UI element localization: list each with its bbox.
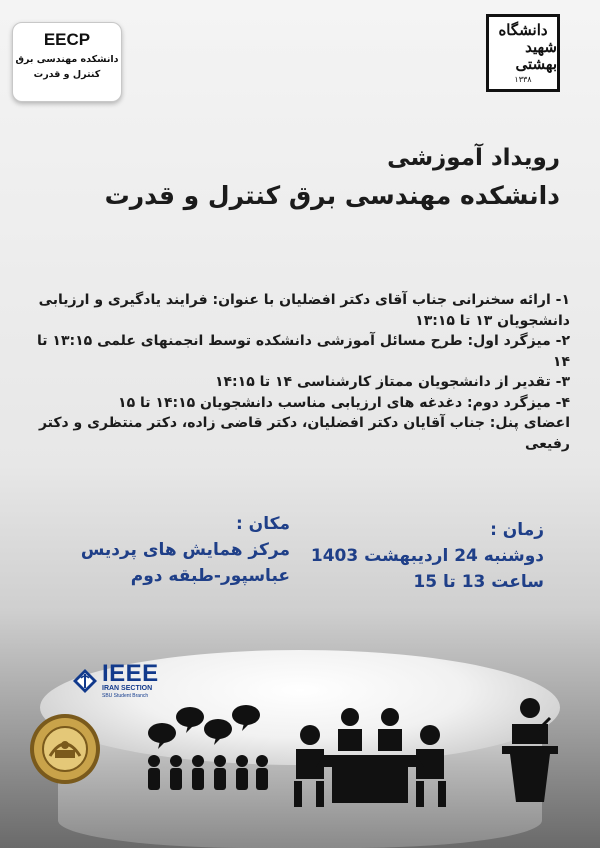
ieee-logo-section: IRAN SECTION (102, 685, 153, 692)
venue-line2: عباسپور-طبقه دوم (130, 566, 290, 586)
university-logo (486, 14, 560, 92)
meeting-table-icon (290, 705, 450, 815)
time-hours: ساعت 13 تا 15 (413, 572, 544, 592)
event-title (105, 140, 560, 216)
ieee-logo (72, 660, 172, 699)
program-list (18, 290, 570, 454)
audience-discussion-icon (142, 705, 270, 797)
student-association-seal (28, 712, 102, 786)
eecp-logo-title: EECP (43, 30, 91, 49)
venue-block (30, 512, 290, 589)
venue-heading: مکان : (235, 514, 290, 534)
eecp-logo-line1: دانشکده مهندسی برق (15, 54, 119, 65)
university-logo-year: ۱۳۳۸ (514, 75, 532, 84)
university-logo-line2: شهید بهشتی (515, 38, 557, 73)
ieee-logo-word: IEEE (102, 660, 159, 687)
program-item: ۲- میزگرد اول: طرح مسائل آموزشی دانشکده توسط انجمنهای علمی ۱۳:۱۵ تا ۱۴ (37, 333, 570, 370)
time-heading: زمان : (490, 520, 544, 540)
eecp-logo-line2: کنترل و قدرت (33, 69, 101, 80)
program-item: ۴- میزگرد دوم: دغدغه های ارزیابی مناسب دانشجویان ۱۴:۱۵ تا ۱۵ (118, 394, 570, 411)
panel-members: اعضای پنل: جناب آقایان دکتر افضلیان، دکتر قاضی زاده، دکتر منتظری و دکتر رفیعی (38, 415, 570, 452)
time-date: دوشنبه 24 اردیبهشت 1403 (310, 546, 544, 566)
time-block (284, 518, 544, 595)
eecp-logo (12, 22, 122, 102)
title-line1: رویداد آموزشی (387, 145, 560, 171)
speaker-podium-icon (498, 696, 562, 804)
university-logo-line1: دانشگاه (498, 21, 548, 39)
venue-line1: مرکز همایش های پردیس (80, 540, 290, 560)
program-item: ۳- تقدیر از دانشجویان ممتاز کارشناسی ۱۴ تا ۱۴:۱۵ (214, 374, 570, 390)
title-line2: دانشکده مهندسی برق کنترل و قدرت (104, 181, 560, 210)
program-item: ۱- ارائه سخنرانی جناب آقای دکتر افضلیان با عنوان: فرایند یادگیری و ارزیابی دانشجویان ۱۳ تا ۱۳:۱۵ (38, 292, 570, 329)
ieee-logo-branch: SBU Student Branch (102, 693, 149, 699)
ieee-kite-icon (72, 668, 98, 694)
